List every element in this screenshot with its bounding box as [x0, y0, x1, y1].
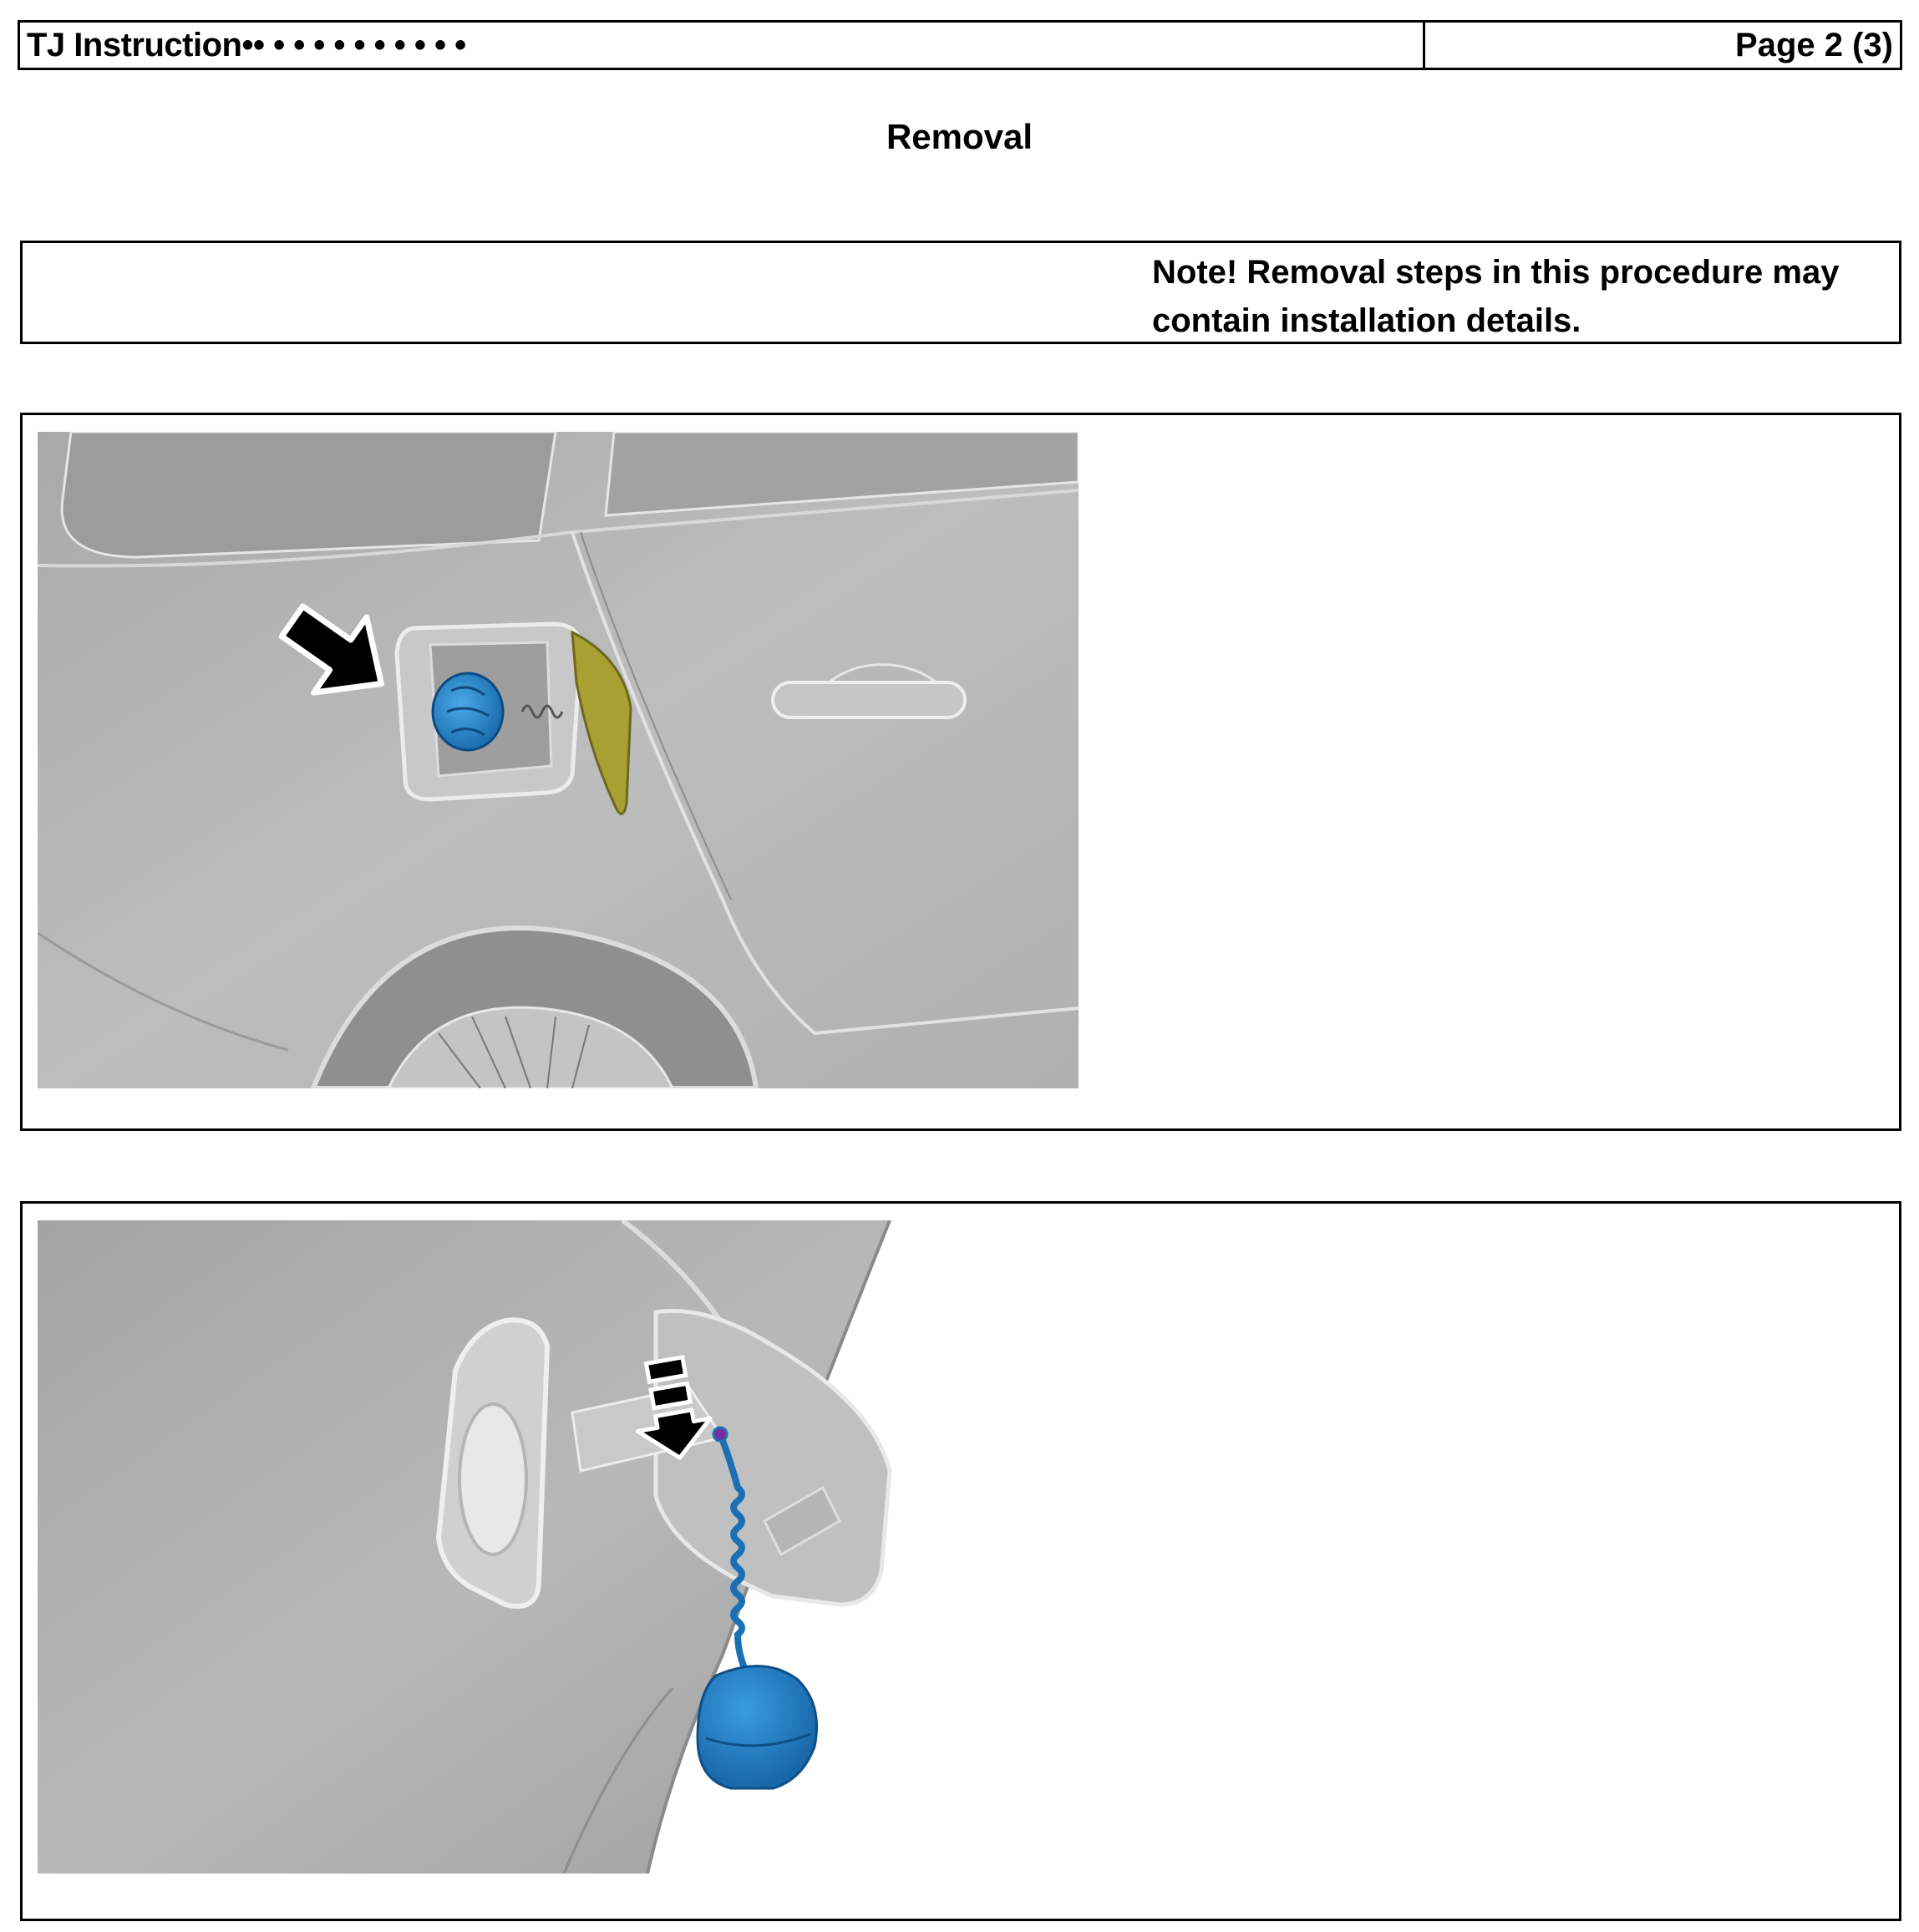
- note-line-2: contain installation details.: [1152, 302, 1581, 339]
- page-number: Page 2 (3): [1735, 26, 1893, 63]
- figure-1-box: [20, 413, 1901, 1131]
- document-header: [18, 20, 1902, 70]
- fuel-cap: [698, 1666, 817, 1788]
- note-box: [20, 241, 1901, 344]
- document-title: TJ Instruction•• • • • • • • • • • •: [20, 23, 1425, 68]
- rear-side-window: [62, 432, 556, 557]
- filler-neck: [459, 1404, 526, 1554]
- fuel-cap-location-illustration: [38, 432, 1079, 1088]
- note-text: [1152, 248, 1887, 345]
- note-line-1: Note! Removal steps in this procedure may: [1152, 254, 1840, 291]
- fuel-cap: [433, 673, 503, 750]
- section-title: Removal: [886, 117, 1033, 156]
- figure-2-box: [20, 1201, 1901, 1921]
- fuel-cap-removed-illustration: [38, 1220, 975, 1874]
- door-handle: [773, 682, 965, 718]
